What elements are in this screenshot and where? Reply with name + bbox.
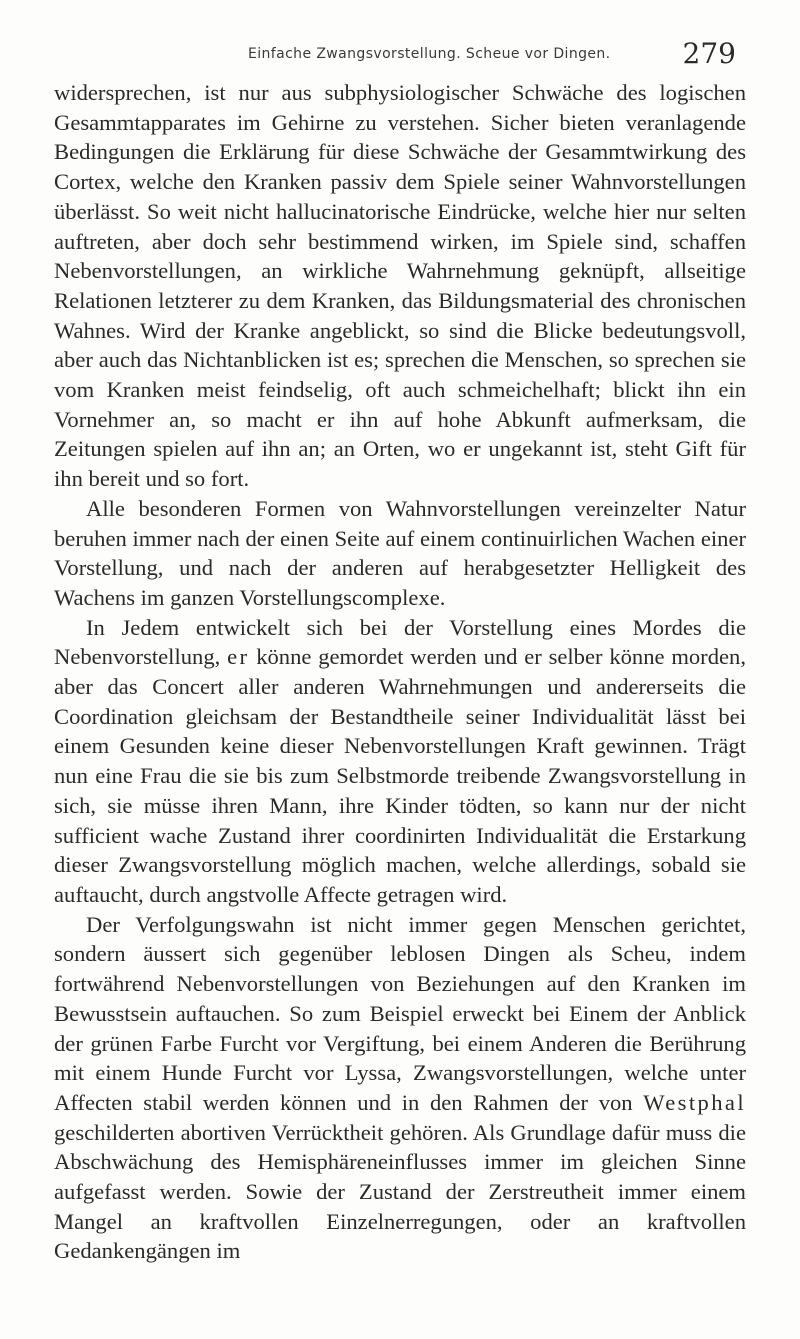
paragraph-4-text-b: geschilderten abortiven Verrücktheit gehören. Als Grundlage dafür muss die Abschwächung des Hemisphäreneinflusses immer im gleichen Sinne aufgefasst werden. Sowie der Zustand der Zerstreutheit immer einem Mangel an kraftvollen Einzelnerregungen, oder an kraftvollen Gedankengängen im (54, 1119, 746, 1264)
paragraph-3-text-b: könne gemordet werden und er selber könne morden, aber das Concert aller anderen Wahrnehmungen und andererseits die Coordination gleichsam der Bestandtheile seiner Individualität lässt bei einem Gesunden keine dieser Nebenvorstellungen Kraft gewinnen. Trägt nun eine Frau die sie bis zum Selbstmorde treibende Zwangsvorstellung in sich, sie müsse ihren Mann, ihre Kinder tödten, so kann nur der nicht sufficient wache Zustand ihrer coordinirten Individualität die Erstarkung dieser Zwangsvorstellung möglich machen, welche allerdings, sobald sie auftaucht, durch angstvolle Affecte getragen wird. (54, 644, 746, 907)
paragraph-2 (54, 494, 746, 613)
paragraph-1 (54, 78, 746, 494)
page-number: 279 (682, 37, 736, 70)
paragraph-4-name-westphal: Westphal (643, 1089, 746, 1115)
running-head: Einfache Zwangsvorstellung. Scheue vor Dingen. (247, 46, 611, 62)
paragraph-4 (54, 910, 746, 1266)
paragraph-3 (54, 613, 746, 910)
page-header (56, 28, 736, 68)
paragraph-2-text: Alle besonderen Formen von Wahnvorstellungen vereinzelter Natur beruhen immer nach der einen Seite auf einem continuirlichen Wachen einer Vorstellung, und nach der anderen auf herabgesetzter Helligkeit des Wachens im ganzen Vorstellungscomplexe. (54, 495, 746, 610)
body-text (54, 78, 746, 1266)
paragraph-4-text-a: Der Verfolgungswahn ist nicht immer gegen Menschen gerichtet, sondern äussert sich gegenüber leblosen Dingen als Scheu, indem fortwährend Nebenvorstellungen von Beziehungen auf den Kranken im Bewusstsein auftauchen. So zum Beispiel erweckt bei Einem der Anblick der grünen Farbe Furcht vor Vergiftung, bei einem Anderen die Berührung mit einem Hunde Furcht vor Lyssa, Zwangsvorstellungen, welche unter Affecten stabil werden können und in den Rahmen der von (54, 911, 746, 1115)
paragraph-3-text-a: In Jedem entwickelt sich bei der Vorstellung eines Mordes die Nebenvorstellung, (54, 614, 746, 670)
paragraph-1-text: widersprechen, ist nur aus subphysiologischer Schwäche des logischen Gesammtapparates im Gehirne zu verstehen. Sicher bieten veranlagende Bedingungen die Erklärung für diese Schwäche der Gesammtwirkung des Cortex, welche den Kranken passiv dem Spiele seiner Wahnvorstellungen überlässt. So weit nicht hallucinatorische Eindrücke, welche hier nur selten auftreten, aber doch sehr bestimmend wirken, im Spiele sind, schaffen Nebenvorstellungen, an wirkliche Wahrnehmung geknüpft, allseitige Relationen letzterer zu dem Kranken, das Bildungsmaterial des chronischen Wahnes. Wird der Kranke angeblickt, so sind die Blicke bedeutungsvoll, aber auch das Nichtanblicken ist es; sprechen die Menschen, so sprechen sie vom Kranken meist feindselig, oft auch schmeichelhaft; blickt ihn ein Vornehmer an, so macht er ihn auf hohe Abkunft aufmerksam, die Zeitungen spielen auf ihn an; an Orten, wo er ungekannt ist, steht Gift für ihn bereit und so fort. (54, 80, 746, 492)
paragraph-3-emphasis-er: er (227, 644, 250, 670)
